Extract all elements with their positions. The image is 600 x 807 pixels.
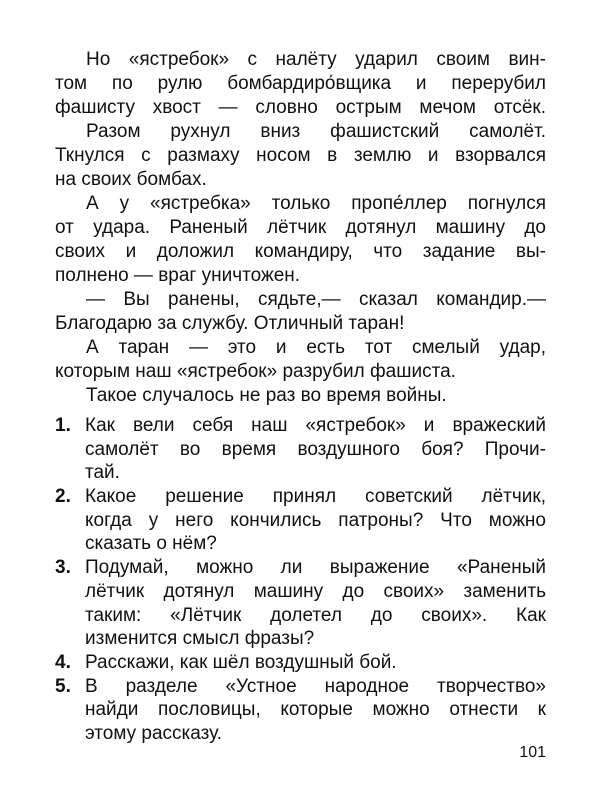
- question-item: [0, 675, 600, 746]
- story-line: Ткнулся с размаху носом в землю и взорвался: [55, 145, 546, 166]
- question-item: [0, 556, 600, 651]
- question-item: [0, 485, 600, 556]
- story-line: Благодарю за службу. Отличный таран!: [55, 313, 405, 334]
- question-number: 4.: [55, 651, 71, 673]
- story-line: Но «ястребок» с налёту ударил своим вин-: [86, 49, 546, 70]
- story-line: Разом рухнул вниз фашистский самолёт.: [86, 121, 546, 142]
- question-number: 5.: [55, 675, 71, 697]
- question-line: Какое решение принял советский лётчик,: [85, 486, 546, 508]
- question-line: тай.: [85, 462, 120, 484]
- questions-list: [0, 414, 600, 746]
- story-line: А таран — это и есть тот смелый удар,: [86, 337, 546, 358]
- story-line: А у «ястребка» только пропе́ллер погнулся: [86, 193, 546, 214]
- question-line: Подумай, можно ли выражение «Раненый: [85, 557, 546, 579]
- question-item: [0, 651, 600, 675]
- question-line: лётчик дотянул машину до своих» заменить: [85, 580, 546, 602]
- question-number: 1.: [55, 415, 71, 436]
- question-line: этому рассказу.: [85, 722, 222, 744]
- question-line: изменится смысл фразы?: [85, 628, 315, 650]
- story-line: своих и доложил командиру, что задание вы-: [55, 241, 546, 262]
- question-line: Как вели себя наш «ястребок» и вражеский: [85, 415, 546, 436]
- question-number: 3.: [55, 557, 71, 579]
- story-line: фашисту хвост — словно острым мечом отсёк.: [55, 97, 546, 118]
- story-line: Такое случалось не раз во время войны.: [86, 385, 447, 406]
- question-line: таким: «Лётчик долетел до своих». Как: [85, 604, 546, 626]
- question-line: найди пословицы, которые можно отнести к: [85, 699, 546, 721]
- story-line: на своих бомбах.: [55, 169, 207, 190]
- question-line: сказать о нём?: [85, 533, 217, 555]
- question-item: [0, 414, 600, 485]
- question-line: когда у него кончились патроны? Что можно: [85, 509, 546, 531]
- story-line: том по рулю бомбардиро́вщика и перерубил: [55, 73, 546, 94]
- story-line: полнено — враг уничтожен.: [55, 265, 301, 286]
- story-text: [55, 48, 546, 408]
- question-number: 2.: [55, 486, 71, 508]
- story-line: от удара. Раненый лётчик дотянул машину до: [55, 217, 546, 238]
- story-line: которым наш «ястребок» разрубил фашиста.: [55, 361, 456, 382]
- question-line: самолёт во время воздушного боя? Прочи-: [85, 438, 546, 460]
- question-line: Расскажи, как шёл воздушный бой.: [85, 651, 397, 673]
- question-line: В разделе «Устное народное творчество»: [85, 675, 546, 697]
- page-number: 101: [519, 744, 546, 761]
- story-line: — Вы ранены, сядьте,— сказал командир.—: [86, 289, 546, 310]
